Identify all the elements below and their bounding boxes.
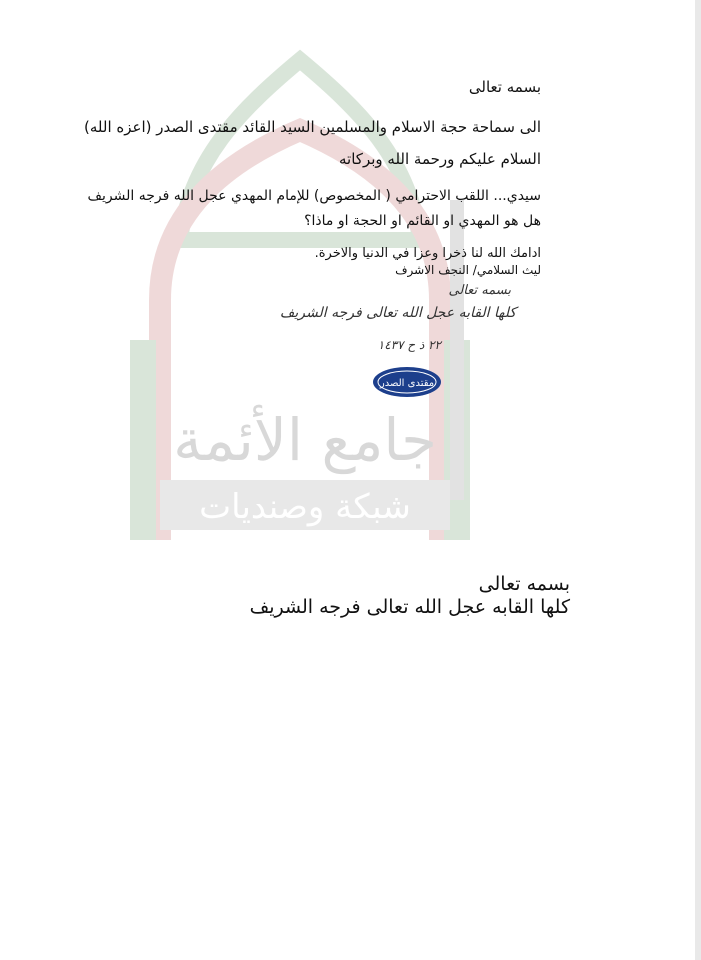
- salutation: بسمه تعالى: [468, 78, 541, 96]
- handwritten-date: ٢٢ ذ ح ١٤٣٧: [377, 338, 441, 352]
- handwritten-salutation: بسمه تعالى: [448, 283, 511, 298]
- question-line-2: هل هو المهدي او القائم او الحجة او ماذا؟: [304, 213, 541, 229]
- answer-heading: بسمه تعالى: [478, 573, 570, 595]
- greeting-line: السلام عليكم ورحمة الله وبركاته: [339, 150, 541, 168]
- page-edge: [695, 0, 701, 960]
- sender-signature: ليث السلامي/ النجف الاشرف: [395, 263, 541, 277]
- seal-stamp: [372, 366, 442, 398]
- answer-text: كلها القابه عجل الله تعالى فرجه الشريف: [249, 596, 570, 618]
- watermark-text-top: جامع الأئمة: [173, 406, 437, 474]
- seal-text: مقتدى الصدر: [379, 378, 435, 389]
- watermark-text-bottom: شبكة وصنديات: [199, 487, 411, 527]
- question-line-1: سيدي... اللقب الاحترامي ( المخصوص) للإمام المهدي عجل الله فرجه الشريف: [87, 188, 541, 204]
- address-line: الى سماحة حجة الاسلام والمسلمين السيد القائد مقتدى الصدر (اعزه الله): [84, 118, 541, 136]
- handwritten-reply: كلها القابه عجل الله تعالى فرجه الشريف: [279, 305, 516, 321]
- closing-line: ادامك الله لنا ذخرا وعزا في الدنيا والاخرة.: [314, 246, 541, 261]
